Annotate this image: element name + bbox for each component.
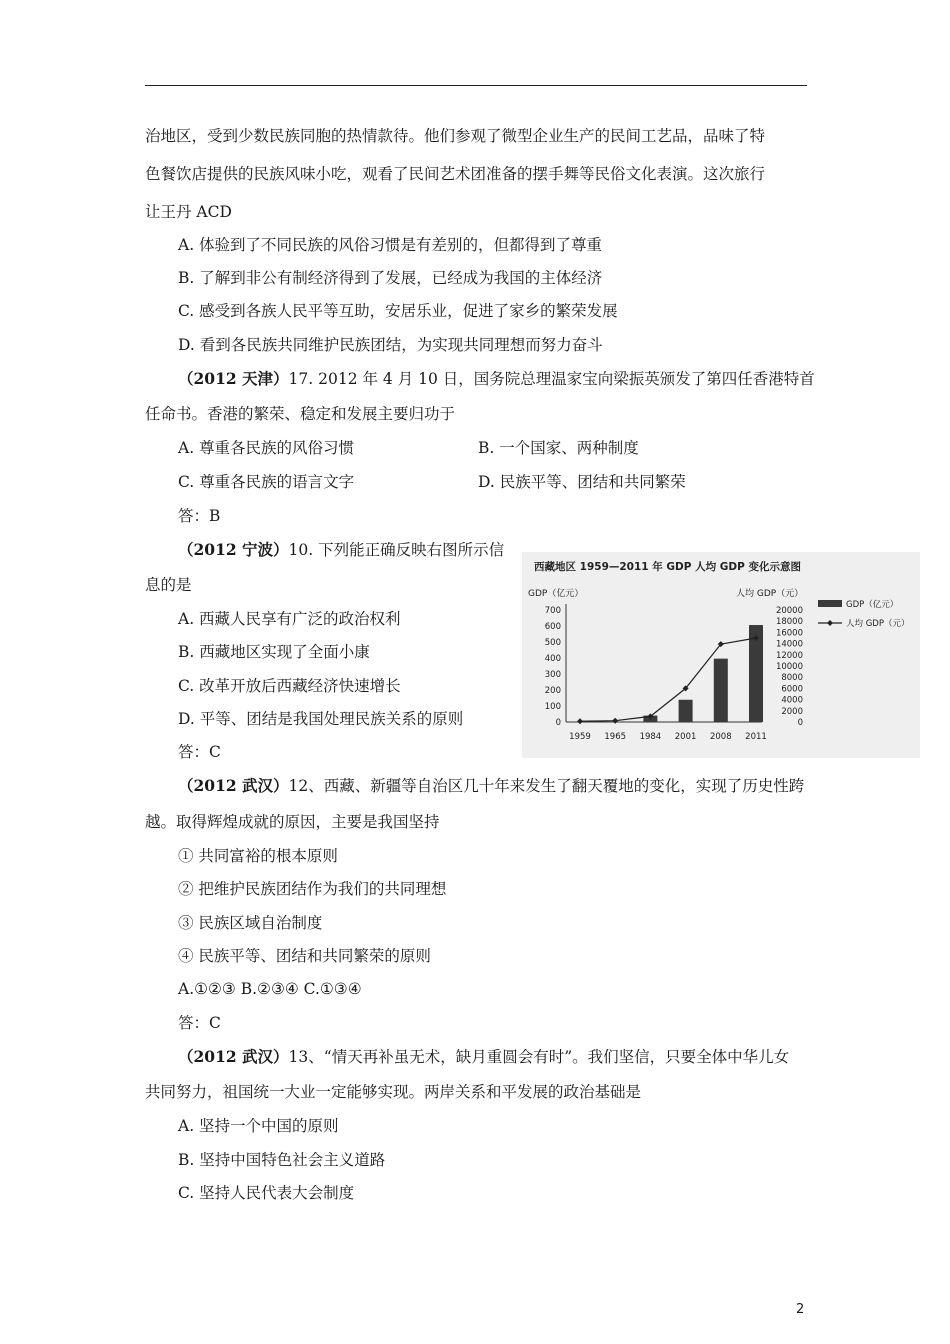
page-number: 2 bbox=[796, 1302, 805, 1317]
question-text: 12、西藏、新疆等自治区几十年来发生了翻天覆地的变化，实现了历史性跨 bbox=[288, 777, 805, 795]
answer: 答：C bbox=[178, 743, 221, 761]
paragraph-line: 任命书。香港的繁荣、稳定和发展主要归功于 bbox=[145, 405, 456, 423]
option-a: A. 坚持一个中国的原则 bbox=[178, 1117, 339, 1135]
option-c: C. 改革开放后西藏经济快速增长 bbox=[178, 677, 401, 695]
x-tick-label: 1965 bbox=[604, 732, 627, 742]
answer: 答：C bbox=[178, 1014, 221, 1032]
gdp-bar bbox=[679, 700, 693, 722]
option-b: B. 西藏地区实现了全面小康 bbox=[178, 643, 370, 661]
per-capita-gdp-line bbox=[580, 638, 756, 721]
question-13 bbox=[178, 1047, 789, 1067]
question-source-tag: （2012 天津） bbox=[178, 369, 289, 388]
legend-bar-label: GDP（亿元） bbox=[846, 600, 899, 610]
option-b: B. 了解到非公有制经济得到了发展，已经成为我国的主体经济 bbox=[178, 269, 603, 287]
question-source-tag: （2012 宁波） bbox=[178, 540, 289, 559]
x-tick-label: 2001 bbox=[674, 732, 697, 742]
paragraph-line: 息的是 bbox=[145, 576, 192, 594]
question-text: 10. 下列能正确反映右图所示信 bbox=[288, 541, 505, 559]
paragraph-line: 共同努力，祖国统一大业一定能够实现。两岸关系和平发展的政治基础是 bbox=[145, 1083, 642, 1101]
x-tick-label: 1984 bbox=[639, 732, 662, 742]
statement-3: ③ 民族区域自治制度 bbox=[178, 914, 323, 932]
gdp-chart bbox=[522, 552, 920, 758]
gdp-bar bbox=[714, 659, 728, 722]
y-right-tick-label: 8000 bbox=[781, 673, 803, 684]
statement-1: ① 共同富裕的根本原则 bbox=[178, 847, 338, 865]
y-right-tick-label: 20000 bbox=[775, 606, 803, 616]
y-right-tick-label: 4000 bbox=[781, 695, 803, 706]
y-right-tick-label: 2000 bbox=[781, 706, 803, 717]
legend-line-label: 人均 GDP（元） bbox=[846, 619, 910, 629]
option-d: D. 民族平等、团结和共同繁荣 bbox=[478, 473, 686, 491]
question-text: 13、“情天再补虽无术，缺月重圆会有时”。我们坚信，只要全体中华儿女 bbox=[288, 1048, 790, 1066]
option-a: A. 西藏人民享有广泛的政治权利 bbox=[178, 610, 401, 628]
per-capita-gdp-point bbox=[612, 718, 618, 724]
y-right-tick-label: 0 bbox=[797, 718, 803, 728]
option-b: B. 一个国家、两种制度 bbox=[478, 439, 639, 457]
y-right-tick-label: 12000 bbox=[775, 650, 803, 661]
option-a: A. 体验到了不同民族的风俗习惯是有差别的，但都得到了尊重 bbox=[178, 236, 603, 254]
option-b: B. 坚持中国特色社会主义道路 bbox=[178, 1151, 386, 1169]
y-left-tick-label: 700 bbox=[544, 606, 561, 616]
chart-title: 西藏地区 1959—2011 年 GDP 人均 GDP 变化示意图 bbox=[534, 561, 801, 573]
answer: 答：B bbox=[178, 507, 221, 525]
question-text: 17. 2012 年 4 月 10 日，国务院总理温家宝向梁振英颁发了第四任香港特首 bbox=[288, 370, 815, 388]
y-right-tick-label: 14000 bbox=[775, 639, 803, 650]
y-right-tick-label: 18000 bbox=[775, 617, 803, 628]
choices: A.①②③ B.②③④ C.①③④ bbox=[178, 980, 362, 998]
paragraph-line: 治地区，受到少数民族同胞的热情款待。他们参观了微型企业生产的民间工艺品，品味了特 bbox=[145, 127, 766, 145]
option-c: C. 坚持人民代表大会制度 bbox=[178, 1184, 355, 1202]
y-left-axis-label: GDP（亿元） bbox=[528, 589, 584, 599]
option-a: A. 尊重各民族的风俗习惯 bbox=[178, 439, 355, 457]
gdp-chart-svg bbox=[522, 552, 920, 758]
question-17 bbox=[178, 369, 815, 389]
y-right-axis-label: 人均 GDP（元） bbox=[736, 589, 804, 599]
y-right-tick-label: 6000 bbox=[781, 684, 803, 695]
y-left-tick-label: 300 bbox=[544, 670, 561, 680]
statement-2: ② 把维护民族团结作为我们的共同理想 bbox=[178, 880, 447, 898]
x-tick-label: 1959 bbox=[569, 732, 591, 742]
x-tick-label: 2011 bbox=[745, 732, 767, 742]
question-12 bbox=[178, 776, 804, 796]
y-left-tick-label: 0 bbox=[555, 718, 561, 728]
question-source-tag: （2012 武汉） bbox=[178, 776, 289, 795]
question-source-tag: （2012 武汉） bbox=[178, 1047, 289, 1066]
statement-4: ④ 民族平等、团结和共同繁荣的原则 bbox=[178, 947, 431, 965]
option-d: D. 看到各民族共同维护民族团结，为实现共同理想而努力奋斗 bbox=[178, 336, 603, 354]
x-tick-label: 2008 bbox=[709, 732, 732, 742]
paragraph-line: 让王丹 ACD bbox=[145, 203, 232, 221]
y-right-tick-label: 16000 bbox=[775, 628, 803, 639]
y-left-tick-label: 200 bbox=[544, 686, 561, 696]
y-left-tick-label: 600 bbox=[544, 622, 561, 632]
y-left-tick-label: 500 bbox=[544, 638, 561, 648]
option-c: C. 感受到各族人民平等互助，安居乐业，促进了家乡的繁荣发展 bbox=[178, 302, 618, 320]
header-rule bbox=[145, 85, 807, 86]
option-c: C. 尊重各民族的语言文字 bbox=[178, 473, 355, 491]
question-10 bbox=[178, 540, 504, 560]
y-left-tick-label: 100 bbox=[544, 702, 561, 712]
option-d: D. 平等、团结是我国处理民族关系的原则 bbox=[178, 710, 464, 728]
paragraph-line: 越。取得辉煌成就的原因，主要是我国坚持 bbox=[145, 813, 440, 831]
legend-bar-swatch bbox=[818, 600, 842, 607]
paragraph-line: 色餐饮店提供的民族风味小吃，观看了民间艺术团准备的摆手舞等民俗文化表演。这次旅行 bbox=[145, 165, 766, 183]
legend-line-marker bbox=[827, 620, 833, 626]
per-capita-gdp-point bbox=[577, 718, 583, 724]
y-right-tick-label: 10000 bbox=[775, 662, 803, 672]
y-left-tick-label: 400 bbox=[544, 654, 561, 664]
